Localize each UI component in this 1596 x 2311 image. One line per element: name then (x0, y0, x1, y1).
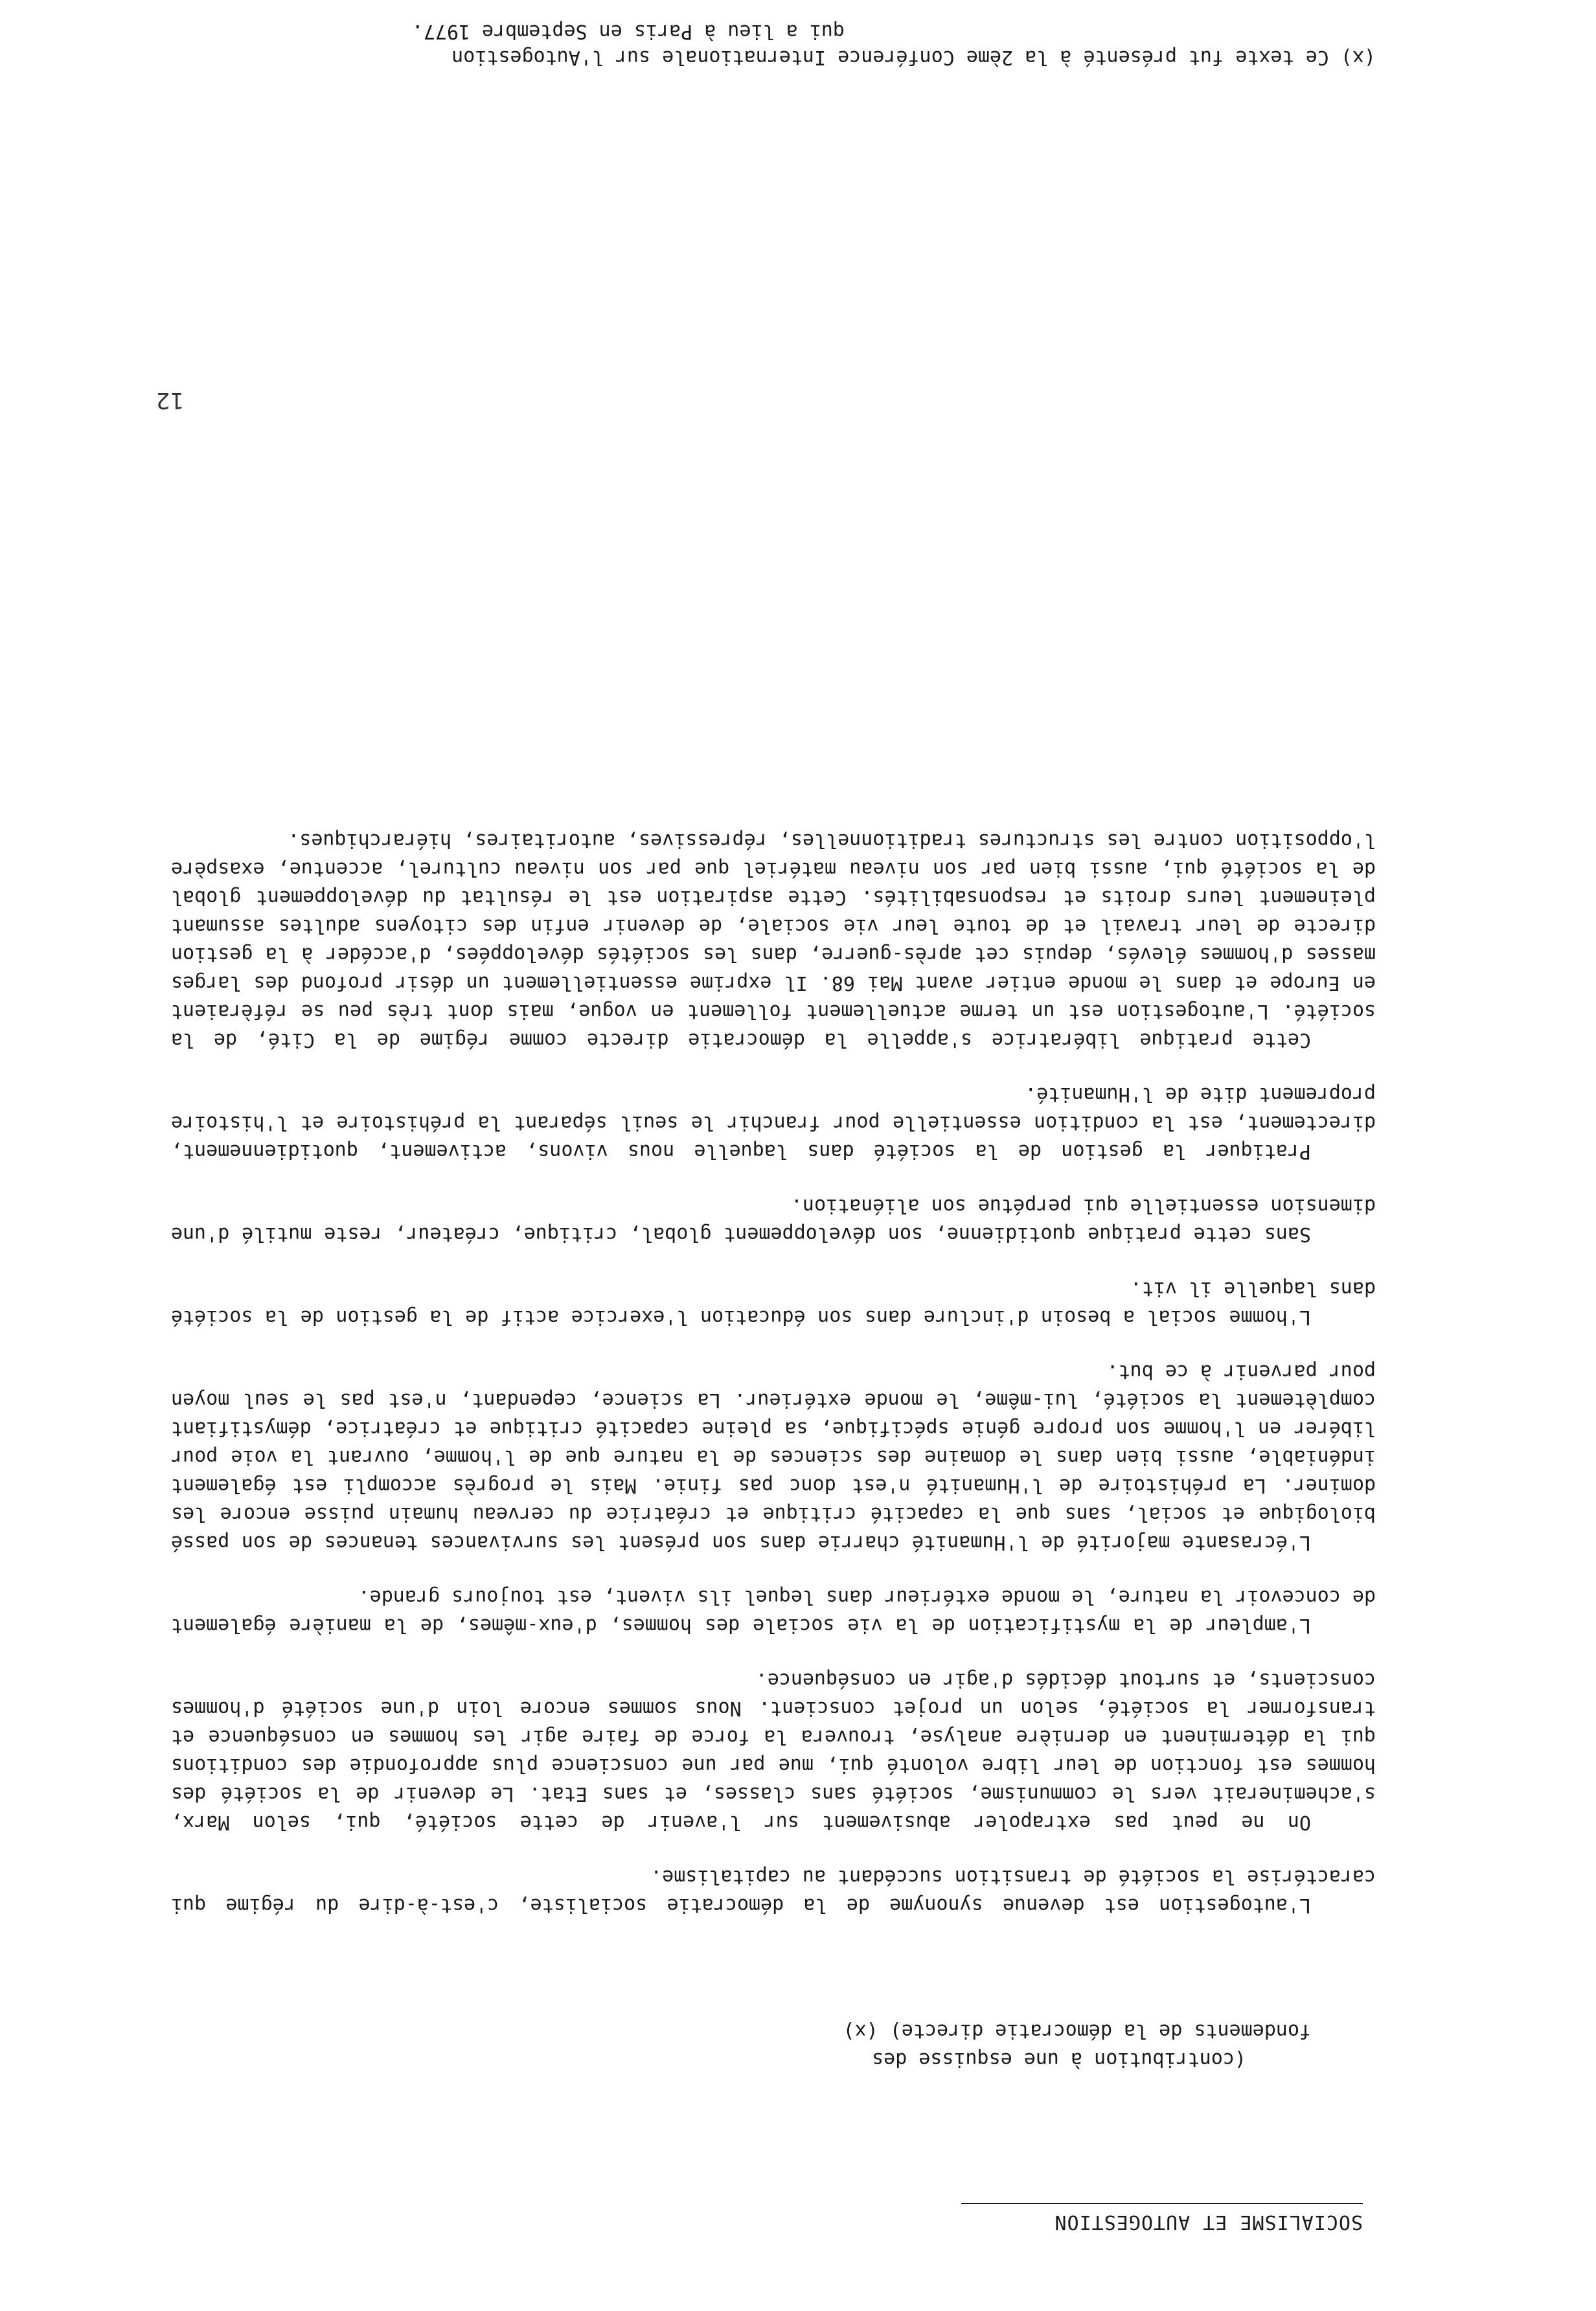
paragraph-4: L'écrasante majorité de l'Humanité charrie dans son présent les survivances tenances de son passé biologique et social, sans que la capacité critique et créatrice du cerveau humain puisse encore les dominer. La préhistoire de l'Humanité n'est donc pas finie. Mais le progrès accompli est également indéniable, aussi bien dans le domaine des sciences de la nature que de l'homme, ouvrant la voie pour libérer en l'homme son propre génie spécifique, sa pleine capacité critique et créatrice, démystifiant complètement la société, lui-même, le monde extérieur. La science, cependant, n'est pas le seul moyen pour parvenir à ce but. (171, 1360, 1376, 1554)
footnote (171, 18, 1376, 70)
handwritten-margin-note: 12 (155, 387, 184, 413)
footnote-line-2: qui a lieu à Paris en Septembre 1977. (411, 20, 845, 43)
document-subtitle (171, 2016, 1311, 2073)
paragraph-8: Cette pratique libératrice s'appelle la démocratie directe comme régime de la Cité, de la société. L'autogestion est un terme actuellement follement en vogue, mais dont très peu se réfèraient en Europe et dans le monde entier avant Mai 68. Il exprime essentiellement un désir profond des larges masses d'hommes élevés, depuis cet après-guerre, dans les sociétés développées, d'accéder à la gestion directe de leur travail et de toute leur vie sociale, de devenir enfin des citoyens adultes assumant pleinement leurs droits et responsabilités. Cette aspiration est le résultat du développement global de la société qui, aussi bien par son niveau matériel que par son niveau culturel, accentue, exaspère l'opposition contre les structures traditionnelles, répressives, autoritaires, hiérarchiques. (171, 829, 1376, 1051)
paragraph-1: L'autogestion est devenue synonyme de la démocratie socialiste, c'est-à-dire du régime qui caractérise la société de transition succédant au capitalisme. (171, 1865, 1376, 1917)
paragraph-6: Sans cette pratique quotidienne, son développement global, critique, créateur, reste mutilé d'une dimension essentielle qui perpétue son aliénation. (171, 1194, 1376, 1246)
paragraph-7: Pratiquer la gestion de la société dans laquelle nous vivons, activement, quotidiennement, directement, est la condition essentielle pour franchir le seuil séparant la préhistoire et l'histoire proprement dite de l'Humanité. (171, 1083, 1376, 1163)
subtitle-line-2: fondements de la démocratie directe) (x) (843, 2020, 1311, 2042)
paragraph-5: L'homme social a besoin d'inclure dans son éducation l'exercice actif de la gestion de la société dans laquelle il vit. (171, 1277, 1376, 1328)
document-title: SOCIALISME ET AUTOGESTION (1054, 2211, 1363, 2233)
footnote-line-1: (x) Ce texte fut présenté à la 2ème Conférence Internationale sur l'Autogestion (451, 46, 1376, 69)
paragraph-2: On ne peut pas extrapoler abusivement sur l'avenir de cette société, qui, selon Marx, s'acheminerait vers le communisme, société sans classes, et sans Etat. Le devenir de la société des hommes est fonction de leur libre volonté qui, mue par une conscience plus approfondie des conditions qui la déterminent en dernière analyse, trouvera la force de faire agir les hommes en conséquence et transformer la société, selon un projet conscient. Nous sommes encore loin d'une société d'hommes conscients, et surtout décidés d'agir en conséquence. (171, 1668, 1376, 1834)
subtitle-line-1: (contribution à une esquisse des (872, 2048, 1246, 2071)
document-body (171, 20, 1376, 2233)
title-underline (961, 2203, 1363, 2204)
paragraph-3: L'ampleur de la mystification de la vie sociale des hommes, d'eux-mêmes, de la manière également de concevoir la nature, le monde extérieur dans lequel ils vivent, est toujours grande. (171, 1586, 1376, 1637)
